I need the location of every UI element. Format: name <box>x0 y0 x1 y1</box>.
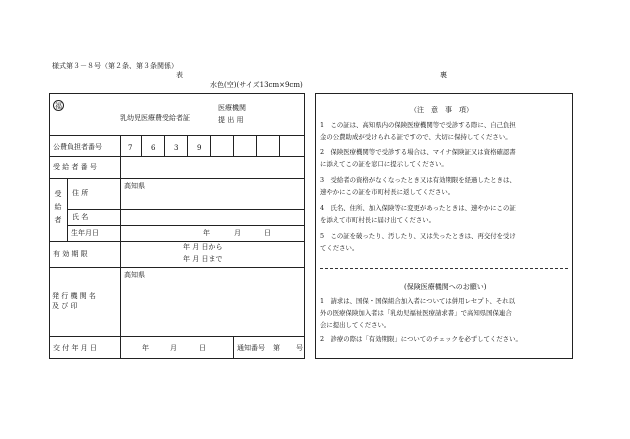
validity-to: 年 月 日まで <box>183 255 223 263</box>
birthdate-year: 年 <box>203 229 210 237</box>
birthdate-label: 生年月日 <box>71 229 99 237</box>
note-line: 3 受給者の資格がなくなったとき又は有効期限を経過したときは、 <box>320 176 516 184</box>
payer-digit: 6 <box>151 144 156 152</box>
submit-line2: 提 出 用 <box>218 116 244 124</box>
request-line: 会に提出してください。 <box>320 321 391 329</box>
validity-from: 年 月 日から <box>183 243 223 251</box>
issuer-value: 高知県 <box>124 271 145 279</box>
address-label: 住 所 <box>72 189 89 197</box>
notice-number-label: 通知番号 <box>237 344 265 352</box>
notice-go: 号 <box>296 344 303 352</box>
issue-month: 月 <box>170 344 177 352</box>
issue-date-label: 交 付 年 月 日 <box>53 344 97 352</box>
note-line: 5 この証を破ったり、汚したり、又は失ったときは、再交付を受け <box>320 232 516 240</box>
address-value: 高知県 <box>124 182 145 190</box>
request-title: (保険医療機関へのお願い) <box>404 283 487 291</box>
notice-dai: 第 <box>273 344 280 352</box>
welfare-seal-icon: 福 <box>55 102 62 110</box>
note-line: に添えてこの証を窓口に提示してください。 <box>320 160 448 168</box>
issue-year: 年 <box>142 344 149 352</box>
request-line: 1 請求は、国保・国保組合加入者については併用レセプト、それ以 <box>320 297 516 305</box>
payer-digit: 9 <box>197 144 202 152</box>
name-label: 氏 名 <box>72 213 89 221</box>
note-line: 金の公費助成が受けられる証ですので、大切に保持してください。 <box>320 133 512 141</box>
issuer-label-line1: 発 行 機 関 名 <box>52 292 96 300</box>
dashed-divider <box>320 268 568 269</box>
note-line: 速やかにこの証を市町村長に返してください。 <box>320 188 455 196</box>
note-line: 1 この証は、高知県内の保険医療機関等で受診する際に、自己負担 <box>320 121 516 129</box>
color-size-note: 水色(空)(サイズ13cm×9cm) <box>210 81 303 89</box>
issuer-label-line2: 及 び 印 <box>52 302 78 310</box>
request-line: 2 診療の際は「有効期限」についてのチェックを必ずしてください。 <box>320 335 522 343</box>
form-number: 様式第３－８号（第２条、第３条関係） <box>52 62 178 70</box>
submit-line1: 医療機関 <box>218 104 246 112</box>
payer-digit: 7 <box>128 144 133 152</box>
payer-number-label: 公費負担者番号 <box>53 143 102 151</box>
recipient-number-label: 受 給 者 番 号 <box>53 163 97 171</box>
notes-title: （注 意 事 項） <box>410 106 473 114</box>
recipient-group-label: 受給者 <box>54 190 62 224</box>
back-label: 裏 <box>440 71 447 79</box>
request-line: 外の医療保険加入者は「乳幼児福祉医療請求書」で高知県国保連合 <box>320 309 512 317</box>
payer-digit: 3 <box>174 144 179 152</box>
birthdate-month: 月 <box>234 229 241 237</box>
birthdate-day: 日 <box>264 229 271 237</box>
card-title: 乳幼児医療費受給者証 <box>120 114 190 122</box>
note-line: 2 保険医療機関等で受診する場合は、マイナ保険証又は資格確認書 <box>320 148 516 156</box>
note-line: てください。 <box>320 244 359 252</box>
validity-label: 有 効 期 限 <box>53 250 88 258</box>
issue-day: 日 <box>199 344 206 352</box>
front-label: 表 <box>176 71 183 79</box>
front-card <box>49 93 305 359</box>
note-line: 4 氏名、住所、加入保険等に変更があったときは、速やかにこの証 <box>320 204 516 212</box>
note-line: を添えて市町村長に届け出てください。 <box>320 216 436 224</box>
